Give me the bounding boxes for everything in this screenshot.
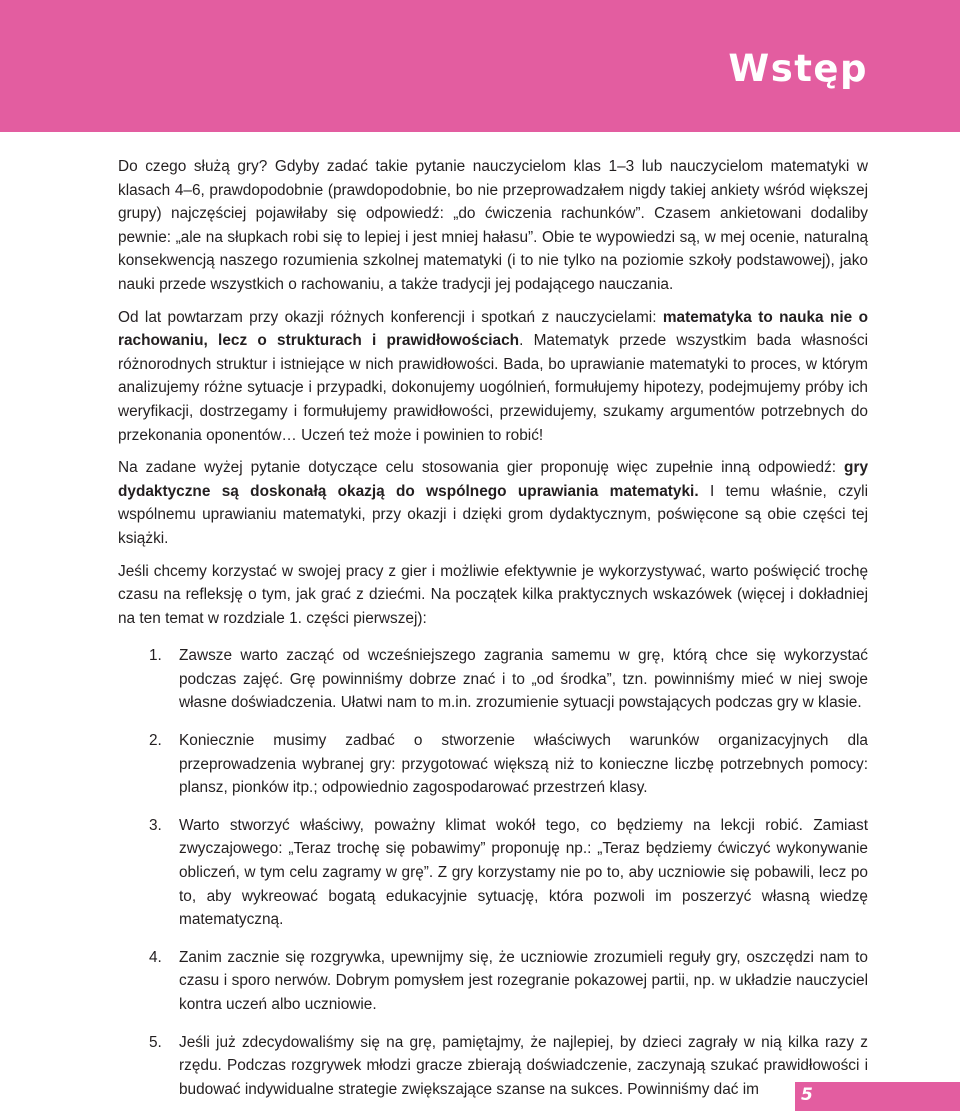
list-item-text: Zawsze warto zacząć od wcześniejszego zagrania samemu w grę, którą chce się wykorzystać podczas zajęć. Grę powinniśmy dobrze znać i to „od środka”, tzn. powinniśmy mieć w niej swoje własne doświadczenia. Ułatwi nam to m.in. zrozumienie sytuacji powstających podczas gry w klasie. [179,647,868,712]
list-number: 1. [149,647,162,665]
paragraph: Jeśli chcemy korzystać w swojej pracy z gier i możliwie efektywnie je wykorzystywać, warto poświęcić trochę czasu na refleksję o tym, jak grać z dziećmi. Na początek kilka praktycznych wskazówek (więcej i dokładniej na ten temat w rozdziale 1. części pierwszej): [118,562,868,627]
paragraph: Do czego służą gry? Gdyby zadać takie pytanie nauczycielom klas 1–3 lub nauczycielom matematyki w klasach 4–6, prawdopodobnie (prawdopodobnie, bo nie przeprowadzałem nigdy takiej ankiety wśród większej grupy) najczęściej pojawiłaby się odpowiedź: „do ćwiczenia rachunków”. Czasem ankietowani dodaliby pewnie: „ale na słupkach robi się to lepiej i jest mniej hałasu”. Obie te wypowiedzi są, w mej ocenie, naturalną konsekwencją naszego rozumienia szkolnej matematyki (i to nie tylko na poziomie szkoły podstawowej), jako nauki przede wszystkich o rachowaniu, a także tradycji jej podającego nauczania. [118,158,868,293]
list-item [118,946,868,1017]
page-number: 5 [801,1085,813,1105]
emphasis-text: matematyka to nauka nie o rachowaniu, lecz o strukturach i prawidłowościach [118,308,868,350]
text-span: I temu właśnie, czyli wspólnemu uprawianiu matematyki, przy okazji i dzięki grom dydaktycznym, poświęcone są obie części tej książki. [118,482,868,547]
chapter-header [0,0,960,132]
text-span: Od lat powtarzam przy okazji różnych konferencji i spotkań z nauczycielami: [118,308,663,326]
list-item [118,1031,868,1102]
tips-list [118,644,868,1101]
text-span: Na zadane wyżej pytanie dotyczące celu stosowania gier proponuję więc zupełnie inną odpowiedź: [118,459,845,477]
list-number: 2. [149,732,162,750]
list-number: 3. [149,816,162,834]
list-number: 4. [149,948,162,966]
list-item-text: Koniecznie musimy zadbać o stworzenie właściwych warunków organizacyjnych dla przeprowadzenia wybranej gry: przygotować większą niż to konieczne liczbę potrzebnych pomocy: plansz, pionków itp.; odpowiednio zagospodarować przestrzeń klasy. [179,732,868,797]
list-item-text: Jeśli już zdecydowaliśmy się na grę, pamiętajmy, że najlepiej, by dzieci zagrały w nią kilka razy z rzędu. Podczas rozgrywek młodzi gracze zbierają doświadczenie, zaczynają szukać prawidłowości i budować indywidualne strategie zwiększające szanse na sukces. Powinniśmy dać im [179,1033,868,1098]
emphasis-text: gry dydaktyczne są doskonałą okazją do wspólnego uprawiania matematyki. [118,459,868,500]
list-item [118,729,868,800]
list-item [118,814,868,932]
body-text [118,155,868,1115]
text-span: . Matematyk przede wszystkim bada własności różnorodnych struktur i istniejące w nich prawidłowości. Bada, bo uprawianie matematyki to proces, w którym analizujemy różne sytuacje i przypadki, dokonujemy uogólnień, formułujemy hipotezy, podejmujemy próby ich weryfikacji, dostrzegamy i formułujemy prawidłowości, przewidujemy, szukamy argumentów potrzebnych do przekonania oponentów… Uczeń też może i powinien to robić! [118,332,868,444]
page-number-tab [795,1082,960,1111]
list-item-text: Zanim zacznie się rozgrywka, upewnijmy się, że uczniowie zrozumieli reguły gry, oszczędzi nam to czasu i sporo nerwów. Dobrym pomysłem jest rozegranie pokazowej partii, np. w układzie nauczyciel kontra uczeń albo uczniowie. [179,948,868,1013]
paragraph [118,306,868,448]
chapter-title: Wstęp [728,47,868,90]
list-item-text: Warto stworzyć właściwy, poważny klimat wokół tego, co będziemy na lekcji robić. Zamiast zwyczajowego: „Teraz trochę się pobawimy” proponuję np.: „Teraz będziemy ćwiczyć wykonywanie obliczeń, w tym celu zagramy w grę”. Z gry korzystamy nie po to, aby uczniowie się pobawili, lecz po to, aby wykreować bogatą edukacyjnie sytuację, która pozwoli im poszerzyć własną wiedzę matematyczną. [179,816,868,929]
paragraph [118,456,868,550]
list-item [118,644,868,715]
list-number: 5. [149,1033,162,1051]
